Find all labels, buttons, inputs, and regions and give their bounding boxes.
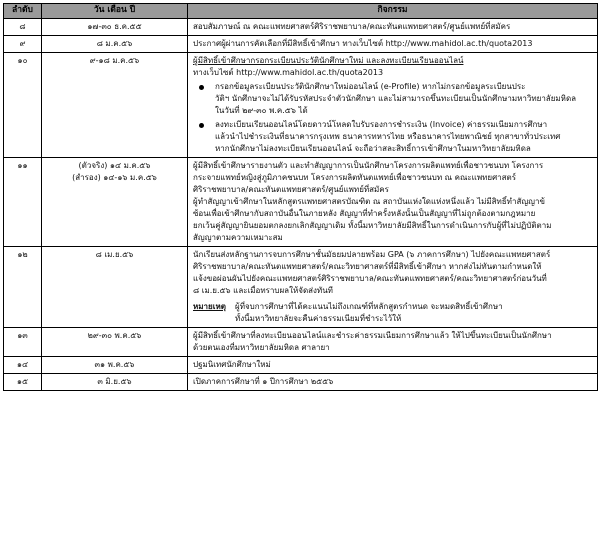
header-activity: กิจกรรม (188, 4, 598, 19)
activity-line: ผู้ทำสัญญาเข้าศึกษาในหลักสูตรแพทยศาสตรบัณฑิต ณ สถาบันแห่งใดแห่งหนึ่งแล้ว ไม่มีสิทธิ์ทำสัญญาข้ (193, 197, 545, 206)
activity-line: ทางเว็บไซต์ http://www.mahidol.ac.th/quota2013 (193, 68, 384, 77)
note-line: ผู้ที่จบการศึกษาที่ได้คะแนนไม่ถึงเกณฑ์ที่หลักสูตรกำหนด จะหมดสิทธิ์เข้าศึกษา (235, 302, 503, 311)
row-date: ๙-๑๘ ม.ค.๕๖ (42, 53, 188, 158)
activity-line: นักเรียนส่งหลักฐานการจบการศึกษาชั้นมัธยมปลายพร้อม GPA (๖ ภาคการศึกษา) ไปยังคณะแพทยศาสตร์ (193, 250, 551, 259)
table-row (4, 19, 598, 36)
bullet-line: หากนักศึกษาไม่ลงทะเบียนเรียนออนไลน์ จะถือว่าสละสิทธิ์การเข้าศึกษาในมหาวิทยาลัยมหิดล (215, 144, 531, 153)
row-activity (188, 19, 598, 36)
row-date: ๑๗-๓๐ ธ.ค.๕๕ (42, 19, 188, 36)
note-label: หมายเหตุ (193, 302, 226, 311)
table-row (4, 36, 598, 53)
table-row (4, 328, 598, 357)
table-row (4, 374, 598, 391)
schedule-table (3, 3, 598, 391)
row-date (42, 158, 188, 247)
activity-line: ผู้มีสิทธิ์เข้าศึกษารายงานตัว และทำสัญญาการเป็นนักศึกษาโครงการผลิตแพทย์เพื่อชาวชนบท โครงการ (193, 161, 544, 170)
table-row (4, 247, 598, 328)
activity-line: ๘ เม.ย.๕๖ และเมื่อทราบผลให้จัดส่งทันที (193, 286, 333, 295)
row-date: ๘ เม.ย.๕๖ (42, 247, 188, 328)
activity-line: ซ้อนเพื่อเข้าศึกษากับสถาบันอื่นในภายหลัง สัญญาที่ทำครั้งหลังนั้นเป็นสัญญาที่ไม่ถูกต้องตามกฎหมาย (193, 209, 536, 218)
row-date: ๓ มิ.ย.๕๖ (42, 374, 188, 391)
row-date: ๘ ม.ค.๕๖ (42, 36, 188, 53)
row-activity (188, 374, 598, 391)
bullet-line: วัติฯ นักศึกษาจะไม่ได้รับรหัสประจำตัวนักศึกษา และไม่สามารถขึ้นทะเบียนเป็นนักศึกษามหาวิทยาลัยมหิดล (215, 94, 577, 103)
note-block (193, 301, 593, 325)
date-line: (ตัวจริง) ๑๔ ม.ค.๕๖ (78, 161, 151, 170)
row-number: ๑๑ (4, 158, 42, 247)
header-date: วัน เดือน ปี (42, 4, 188, 19)
table-row (4, 158, 598, 247)
activity-line: ศิริราชพยาบาล/คณะทันตแพทยศาสตร์/คณะวิทยาศาสตร์ที่มีสิทธิ์เข้าศึกษา หากส่งไม่ทันตามกำหนดให้ (193, 262, 542, 271)
activity-line: สัญญาตามความเหมาะสม (193, 233, 283, 242)
note-line: ทั้งนี้มหาวิทยาลัยจะคืนค่าธรรมเนียมที่ชำระไว้ให้ (235, 314, 402, 323)
bullet-icon (193, 119, 215, 155)
bullet-item (193, 119, 593, 155)
row-activity (188, 247, 598, 328)
table-row (4, 357, 598, 374)
date-line: (สำรอง) ๑๔-๑๖ ม.ค.๕๖ (72, 173, 157, 182)
row-number: ๘ (4, 19, 42, 36)
activity-line: ปฐมนิเทศนักศึกษาใหม่ (193, 360, 271, 369)
row-activity (188, 158, 598, 247)
row-number: ๑๕ (4, 374, 42, 391)
row-date: ๒๙-๓๐ พ.ค.๕๖ (42, 328, 188, 357)
bullet-line: ในวันที่ ๒๙-๓๐ พ.ค.๕๖ ได้ (215, 106, 308, 115)
table-row (4, 53, 598, 158)
bullet-line: กรอกข้อมูลระเบียนประวัตินักศึกษาใหม่ออนไลน์ (e-Profile) หากไม่กรอกข้อมูลระเบียนประ (215, 82, 526, 91)
row-number: ๑๒ (4, 247, 42, 328)
table-header-row (4, 4, 598, 19)
row-activity (188, 53, 598, 158)
activity-line: ศิริราชพยาบาล/คณะทันตแพทยศาสตร์/ศูนย์แพทย์ที่สมัคร (193, 185, 389, 194)
activity-lead: ผู้มีสิทธิ์เข้าศึกษากรอกระเบียนประวัตินักศึกษาใหม่ และลงทะเบียนเรียนออนไลน์ (193, 56, 464, 65)
row-number: ๑๓ (4, 328, 42, 357)
bullet-item (193, 81, 593, 117)
activity-line: ประกาศผู้ผ่านการคัดเลือกที่มีสิทธิ์เข้าศึกษา ทางเว็บไซต์ http://www.mahidol.ac.th/quota2013 (193, 39, 533, 48)
header-no: ลำดับ (4, 4, 42, 19)
activity-line: ด้วยตนเองที่มหาวิทยาลัยมหิดล ศาลายา (193, 343, 330, 352)
activity-line: สอบสัมภาษณ์ ณ คณะแพทยศาสตร์ศิริราชพยาบาล/คณะทันตแพทยศาสตร์/ศูนย์แพทย์ที่สมัคร (193, 22, 511, 31)
bullet-icon (193, 81, 215, 117)
activity-line: เปิดภาคการศึกษาที่ ๑ ปีการศึกษา ๒๕๕๖ (193, 377, 334, 386)
bullet-line: ลงทะเบียนเรียนออนไลน์โดยดาวน์โหลดใบรับรองการชำระเงิน (Invoice) ค่าธรรมเนียมการศึกษา (215, 120, 548, 129)
row-activity (188, 328, 598, 357)
row-number: ๑๔ (4, 357, 42, 374)
activity-line: ยกเว้นคู่สัญญายินยอมตกลงยกเลิกสัญญาเดิม ทั้งนี้มหาวิทยาลัยมีสิทธิ์ในการดำเนินการกับผู้ที่ไม่ปฏิบัติตาม (193, 221, 552, 230)
row-number: ๑๐ (4, 53, 42, 158)
row-activity (188, 36, 598, 53)
bullet-line: แล้วนำไปชำระเงินที่ธนาคารกรุงเทพ ธนาคารทหารไทย หรือธนาคารไทยพาณิชย์ ทุกสาขาทั่วประเทศ (215, 132, 561, 141)
activity-line: แจ้งขอผ่อนผันไปยังคณะแพทยศาสตร์ศิริราชพยาบาล/คณะทันตแพทยศาสตร์/คณะวิทยาศาสตร์ก่อนวันที่ (193, 274, 547, 283)
row-activity (188, 357, 598, 374)
row-date: ๓๑ พ.ค.๕๖ (42, 357, 188, 374)
activity-line: ผู้มีสิทธิ์เข้าศึกษาที่ลงทะเบียนออนไลน์และชำระค่าธรรมเนียมการศึกษาแล้ว ให้ไปขึ้นทะเบียนเป็นนักศึกษา (193, 331, 552, 340)
activity-line: กระจายแพทย์หญิงสู่ภูมิภาคชนบท โครงการผลิตทันตแพทย์เพื่อชาวชนบท ณ คณะแพทยศาสตร์ (193, 173, 517, 182)
row-number: ๙ (4, 36, 42, 53)
